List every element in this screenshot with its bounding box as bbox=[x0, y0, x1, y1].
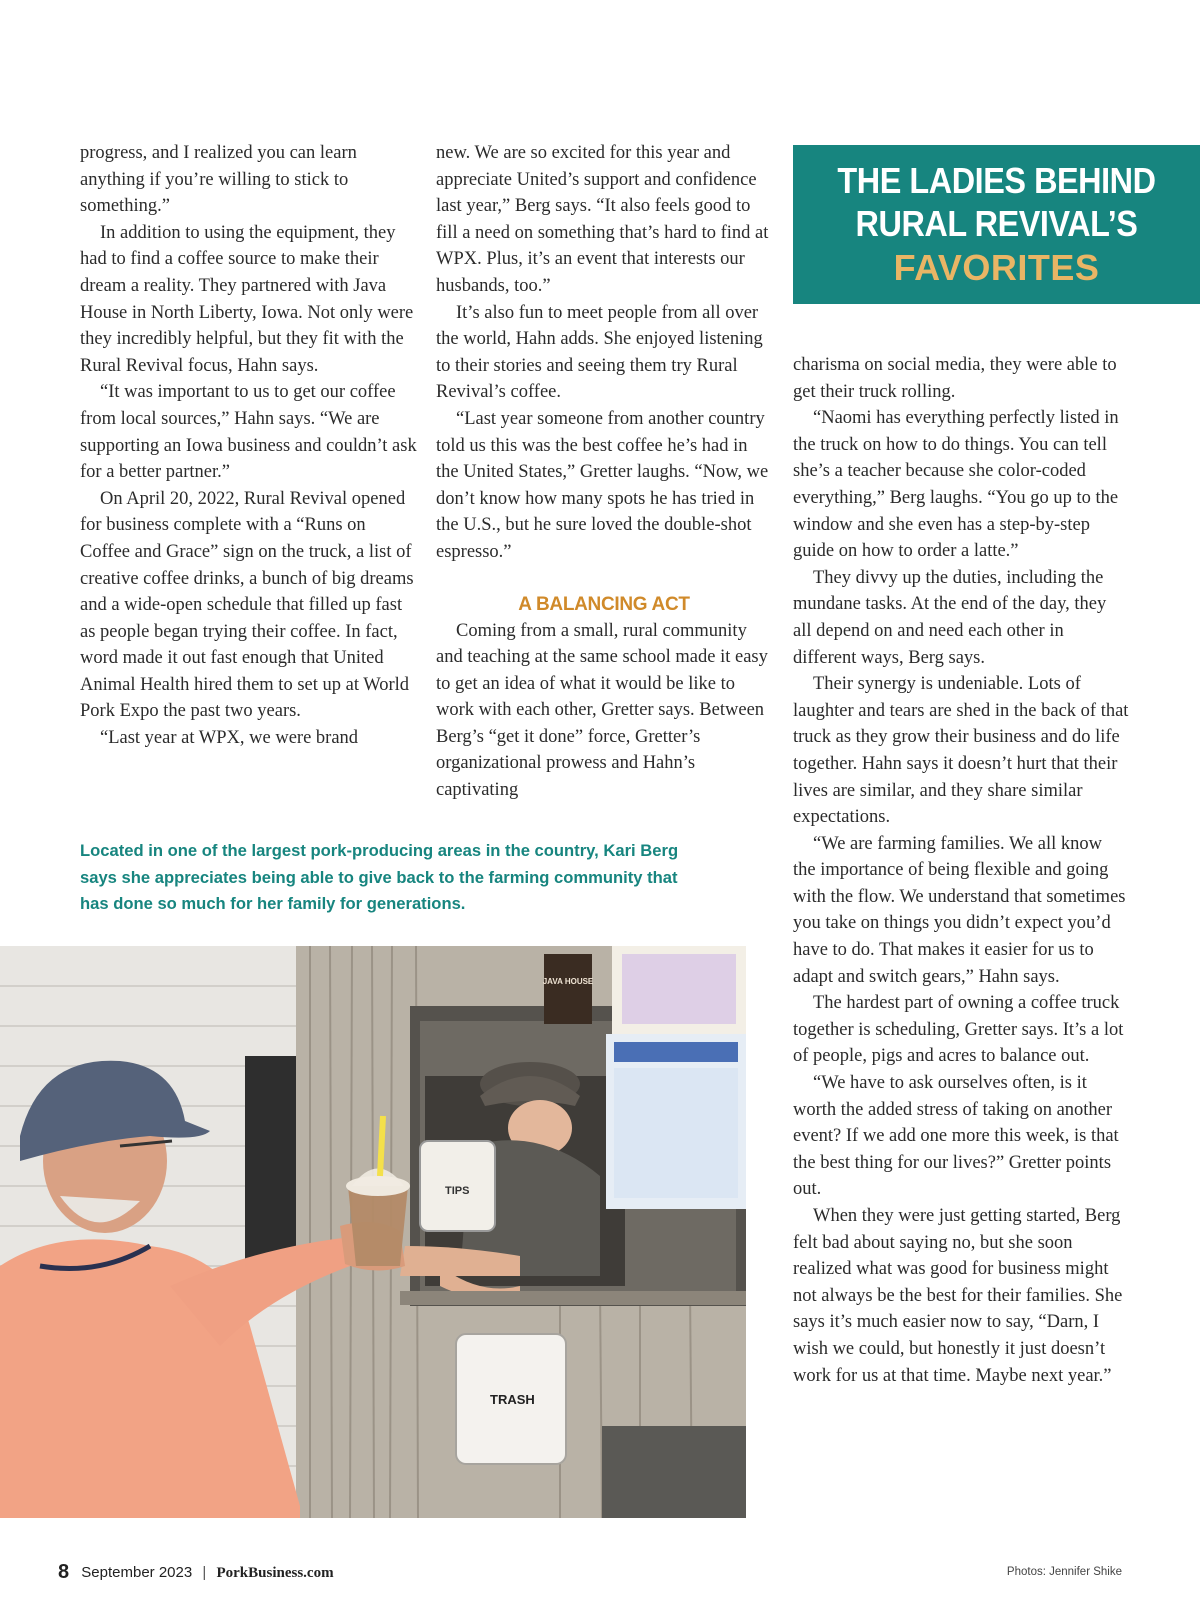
paragraph: “We are farming families. We all know the importance of being flexible and going with the flow. We understand that sometimes you take on things you didn’t expect you’d have to do. That makes it easier for us to adapt and switch gears,” Hahn says. bbox=[793, 833, 1126, 987]
bag-label: JAVA HOUSE bbox=[542, 977, 594, 986]
paragraph: “It was important to us to get our coffee from local sources,” Hahn says. “We are supporting an Iowa business and couldn’t ask for a better partner.” bbox=[80, 382, 417, 483]
paragraph: They divvy up the duties, including the mundane tasks. At the end of the day, they all depend on and need each other in different ways, Berg says. bbox=[793, 567, 1107, 668]
paragraph: “We have to ask ourselves often, is it worth the added stress of taking on another event? If we add one more this week, is that the best thing for our lives?” Gretter points out. bbox=[793, 1073, 1119, 1200]
paragraph: “Last year at WPX, we were brand bbox=[100, 728, 359, 749]
paragraph: In addition to using the equipment, they had to find a coffee source to make their dream a reality. They partnered with Java House in North Liberty, Iowa. Not only were they incredibly helpful, but they fit with the Rural Revival focus, Hahn says. bbox=[80, 222, 414, 376]
sidebar-title-line: THE LADIES BEHIND bbox=[837, 160, 1156, 201]
sidebar-title-highlight: FAVORITES bbox=[893, 247, 1100, 288]
section-subhead: A BALANCING ACT bbox=[518, 593, 690, 615]
issue-date: September 2023 bbox=[81, 1564, 193, 1581]
paragraph: charisma on social media, they were able to get their truck rolling. bbox=[793, 355, 1117, 402]
paragraph: “Last year someone from another country told us this was the best coffee he’s had in the United States,” Gretter laughs. “Now, we don’t know how many spots he has tried in the U.S., but he sure loved the double-shot espresso.” bbox=[436, 408, 769, 562]
sidebar-title-line: RURAL REVIVAL’S bbox=[855, 203, 1138, 244]
photo-credit: Photos: Jennifer Shike bbox=[1006, 1566, 1122, 1578]
paragraph: Their synergy is undeniable. Lots of laughter and tears are shed in the back of that truck as they grow their business and do life together. Hahn says it doesn’t hurt that their lives are similar, and they share similar expectations. bbox=[793, 674, 1129, 828]
paragraph: It’s also fun to meet people from all over the world, Hahn adds. She enjoyed listening to their stories and seeing them try Rural Revival’s coffee. bbox=[436, 302, 763, 403]
paragraph: The hardest part of owning a coffee truck together is scheduling, Gretter says. It’s a lot of people, pigs and acres to balance out. bbox=[793, 993, 1124, 1067]
tips-label: TIPS bbox=[445, 1185, 470, 1197]
page-number: 8 bbox=[58, 1561, 70, 1583]
article-column-1 bbox=[80, 140, 420, 752]
paragraph: When they were just getting started, Berg felt bad about saying no, but she soon realized what was good for business might not always be the best for their families. She says it’s much easier now to say, “Darn, I wish we could, but honestly it just doesn’t work for us at that time. Maybe next year.” bbox=[793, 1206, 1123, 1386]
article-column-2 bbox=[436, 140, 772, 804]
paragraph: new. We are so excited for this year and appreciate United’s support and confidence last year,” Berg says. “It also feels good to fill a need on something that’s hard to find at WPX. Plus, it’s an event that interests our husbands, too.” bbox=[436, 143, 769, 296]
paragraph: On April 20, 2022, Rural Revival opened for business complete with a “Runs on Coffee and Grace” sign on the truck, a list of creative coffee drinks, a bunch of big dreams and a wide-open schedule that filled up fast as people began trying their coffee. In fact, word made it out fast enough that United Animal Health hired them to set up at World Pork Expo the past two years. bbox=[80, 488, 414, 722]
article-column-3 bbox=[793, 352, 1129, 1389]
coffee-truck-photo bbox=[0, 946, 746, 1518]
paragraph: “Naomi has everything perfectly listed in the truck on how to do things. You can tell she’s a teacher because she color-coded everything,” Berg laughs. “You go up to the window and she even has a step-by-step guide on how to order a latte.” bbox=[793, 408, 1119, 562]
photo-caption: Located in one of the largest pork-producing areas in the country, Kari Berg says she appreciates being able to give back to the farming community that has done so much for her family for generations. bbox=[80, 841, 679, 913]
paragraph: Coming from a small, rural community and teaching at the same school made it easy to get an idea of what it would be like to work with each other, Gretter says. Between Berg’s “get it done” force, Gretter’s organizational prowess and Hahn’s captivating bbox=[436, 620, 768, 801]
page-footer bbox=[58, 1561, 334, 1584]
footer-separator: | bbox=[202, 1564, 207, 1581]
trash-label: TRASH bbox=[490, 1392, 535, 1407]
paragraph: progress, and I realized you can learn anything if you’re willing to stick to something.” bbox=[80, 143, 357, 217]
publication-site: PorkBusiness.com bbox=[216, 1565, 334, 1581]
sidebar-title-box bbox=[793, 145, 1200, 304]
